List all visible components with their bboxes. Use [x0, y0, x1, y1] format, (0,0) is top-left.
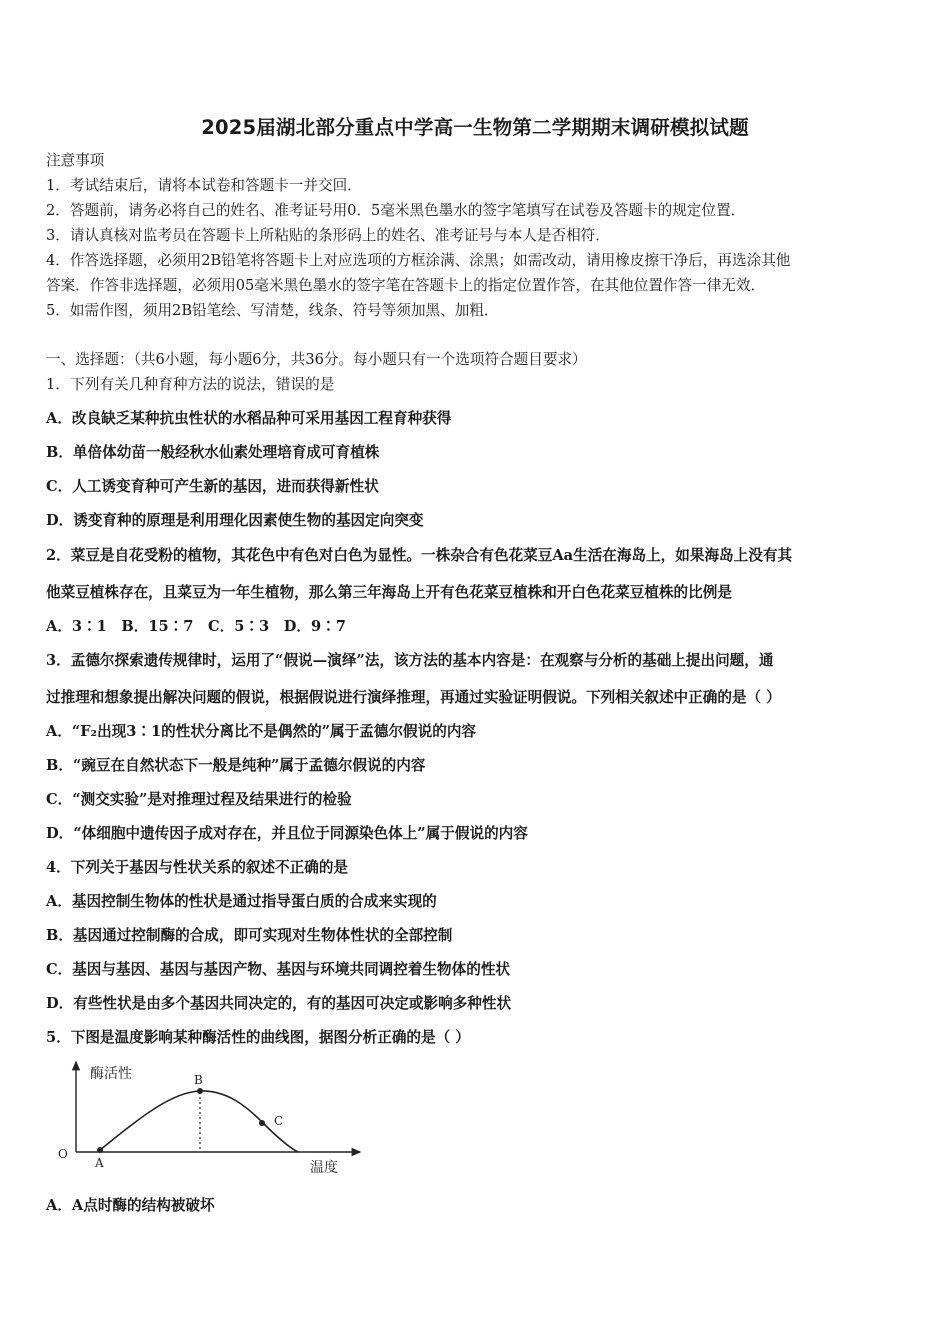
notice-item: 5．如需作图，须用2B铅笔绘、写清楚，线条、符号等须加黑、加粗． — [46, 302, 499, 319]
point-b-label: B — [194, 1073, 203, 1087]
notice-item: 4．作答选择题，必须用2B铅笔将答题卡上对应选项的方框涂满、涂黑；如需改动，请用橡皮擦干净后，再选涂其他 — [46, 252, 791, 269]
section-heading: 一、选择题：（共6小题，每小题6分，共36分。每小题只有一个选项符合题目要求） — [46, 351, 587, 368]
option-item: A．基因控制生物体的性状是通过指导蛋白质的合成来实现的 — [46, 893, 437, 910]
x-axis-label: 温度 — [310, 1160, 338, 1176]
y-axis-label: 酶活性 — [90, 1066, 132, 1082]
origin-label: O — [58, 1147, 68, 1161]
question-stem: 1．下列有关几种育种方法的说法，错误的是 — [46, 376, 335, 393]
page-title: 2025届湖北部分重点中学高一生物第二学期期末调研模拟试题 — [201, 116, 749, 139]
option-item: A．改良缺乏某种抗虫性状的水稻品种可采用基因工程育种获得 — [46, 410, 452, 427]
notice-item: 答案．作答非选择题，必须用05毫米黑色墨水的签字笔在答题卡上的指定位置作答，在其他位置作答一律无效． — [46, 277, 766, 294]
point-c-marker — [259, 1120, 265, 1126]
option-item: C．“测交实验”是对推理过程及结果进行的检验 — [46, 791, 352, 808]
option-item: B．单倍体幼苗一般经秋水仙素处理培育成可育植株 — [46, 444, 380, 461]
option-item: B．基因通过控制酶的合成，即可实现对生物体性状的全部控制 — [46, 927, 453, 944]
notice-item: 3．请认真核对监考员在答题卡上所粘贴的条形码上的姓名、准考证号与本人是否相符． — [46, 227, 610, 244]
point-a-marker — [97, 1147, 103, 1153]
option-item: D．“体细胞中遗传因子成对存在，并且位于同源染色体上”属于假说的内容 — [46, 825, 528, 842]
option-item: C．基因与基因、基因与基因产物、基因与环境共同调控着生物体的性状 — [46, 961, 511, 978]
notice-heading: 注意事项 — [46, 152, 105, 169]
option-item: D．有些性状是由多个基因共同决定的，有的基因可决定或影响多种性状 — [46, 995, 512, 1012]
notice-item: 1．考试结束后，请将本试卷和答题卡一并交回． — [46, 177, 362, 194]
option-item: A．“F₂出现3∶1的性状分离比不是偶然的”属于孟德尔假说的内容 — [46, 723, 477, 740]
option-item: A．3∶1 B．15∶7 C．5∶3 D．9∶7 — [46, 618, 346, 635]
enzyme-activity-figure — [52, 1056, 372, 1176]
question-stem: 4．下列关于基因与性状关系的叙述不正确的是 — [46, 859, 349, 876]
point-b-marker — [197, 1088, 203, 1094]
activity-curve — [100, 1091, 298, 1152]
question-stem: 5．下图是温度影响某种酶活性的曲线图，据图分析正确的是（ ） — [46, 1029, 470, 1046]
option-item: A．A点时酶的结构被破坏 — [46, 1197, 215, 1214]
point-c-label: C — [274, 1114, 284, 1128]
option-item: D．诱变育种的原理是利用理化因素使生物的基因定向突变 — [46, 512, 424, 529]
point-a-label: A — [95, 1156, 104, 1170]
notice-item: 2．答题前，请务必将自己的姓名、准考证号用0．5毫米黑色墨水的签字笔填写在试卷及答题卡的规定位置． — [46, 202, 746, 219]
question-stem: 过推理和想象提出解决问题的假说，根据假说进行演绎推理，再通过实验证明假说。下列相关叙述中正确的是（ ） — [46, 689, 781, 706]
question-stem: 3．孟德尔探索遗传规律时，运用了“假说—演绎”法，该方法的基本内容是：在观察与分析的基础上提出问题，通 — [46, 652, 774, 669]
question-stem: 他菜豆植株存在，且菜豆为一年生植物，那么第三年海岛上开有色花菜豆植株和开白色花菜豆植株的比例是 — [46, 584, 732, 601]
option-item: B．“豌豆在自然状态下一般是纯种”属于孟德尔假说的内容 — [46, 757, 426, 774]
question-stem: 2．菜豆是自花受粉的植物，其花色中有色对白色为显性。一株杂合有色花菜豆Aa生活在海岛上，如果海岛上没有其 — [46, 547, 793, 564]
option-item: C．人工诱变育种可产生新的基因，进而获得新性状 — [46, 478, 379, 495]
